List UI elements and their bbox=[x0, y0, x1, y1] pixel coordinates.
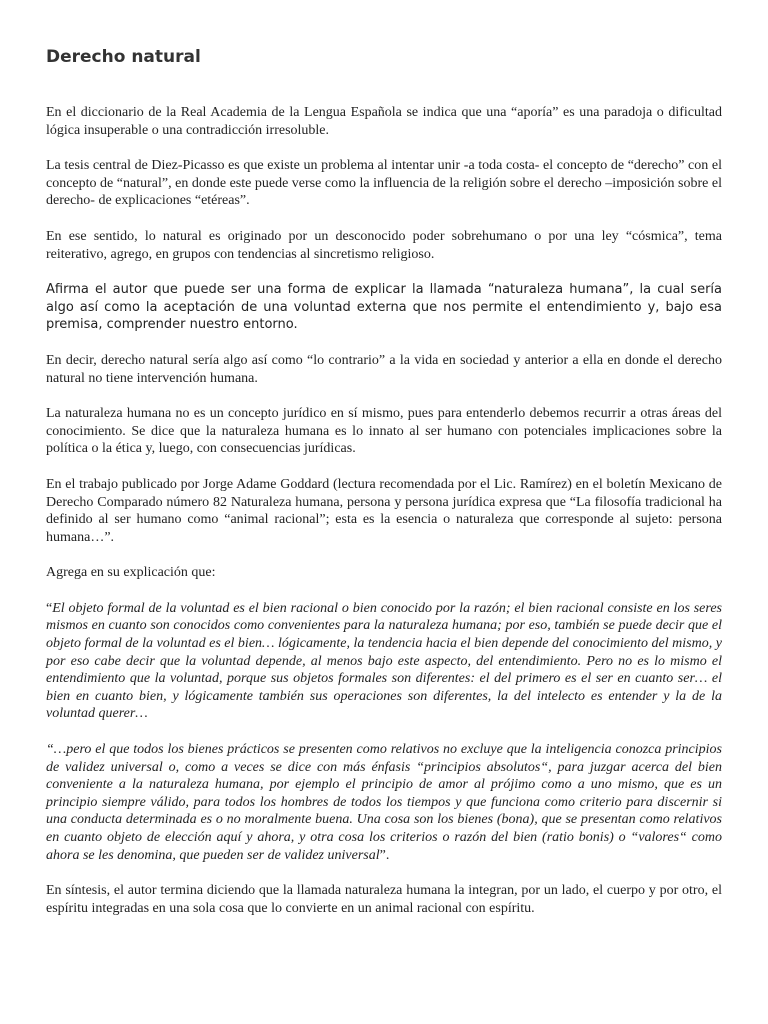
paragraph-natural-law-contrary: En decir, derecho natural sería algo así como “lo contrario” a la vida en sociedad y anterior a ella en donde el derecho natural no tiene intervención humana. bbox=[46, 352, 722, 386]
quote-practical-goods bbox=[46, 741, 722, 864]
document-body bbox=[46, 104, 722, 917]
paragraph-natural-origin: En ese sentido, lo natural es originado por un desconocido poder sobrehumano o por una ley “cósmica”, tema reiterativo, agrego, en grupos con tendencias al sincretismo religioso. bbox=[46, 228, 722, 262]
document-page bbox=[46, 44, 722, 935]
paragraph-human-nature-explanation: Afirma el autor que puede ser una forma de explicar la llamada “naturaleza humana”, la cual sería algo así como la aceptación de una voluntad externa que nos permite el entendimiento y, bajo esa premisa, comprender nuestro entorno. bbox=[46, 282, 722, 333]
paragraph-explanation-intro: Agrega en su explicación que: bbox=[46, 565, 216, 581]
document-title: Derecho natural bbox=[46, 47, 201, 67]
paragraph-synthesis: En síntesis, el autor termina diciendo que la llamada naturaleza humana la integran, por un lado, el cuerpo y por otro, el espíritu integradas en una sola cosa que lo convierte en un animal racional con espíritu. bbox=[46, 883, 722, 916]
paragraph-aporia: En el diccionario de la Real Academia de la Lengua Española se indica que una “aporía” es una paradoja o dificultad lógica insuperable o una contradicción irresoluble. bbox=[46, 105, 722, 138]
paragraph-adame-goddard: En el trabajo publicado por Jorge Adame Goddard (lectura recomendada por el Lic. Ramírez) en el boletín Mexicano de Derecho Comparado número 82 Naturaleza humana, persona y persona jurídica expresa que “La filosofía tradicional ha definido al ser humano como “animal racional”; esta es la esencia o naturaleza que corresponde al sujeto: persona humana…”. bbox=[46, 476, 722, 545]
quote-formal-object bbox=[46, 600, 722, 723]
paragraph-central-thesis: La tesis central de Diez-Picasso es que existe un problema al intentar unir -a toda costa- el concepto de “derecho” con el concepto de “natural”, en donde este puede verse como la influencia de la religión sobre el derecho –imposición sobre el derecho- de explicaciones “etéreas”. bbox=[46, 158, 722, 209]
paragraph-legal-concept: La naturaleza humana no es un concepto jurídico en sí mismo, pues para entenderlo debemos recurrir a otras áreas del conocimiento. Se dice que la naturaleza humana es lo innato al ser humano con potenciales implicaciones sobre la política o la ética y, luego, con consecuencias jurídicas. bbox=[46, 406, 722, 457]
quote-formal-object-text: El objeto formal de la voluntad es el bien racional o bien conocido por la razón; el bien racional consiste en los seres mismos en cuanto son conocidos como convenientes para la naturaleza humana; por eso, también se puede decir que el objeto formal de la voluntad es el bien… lógicamente, la tendencia hacia el bien depende del conocimiento del mismo, y por eso cabe decir que la voluntad depende, al menos bajo este aspecto, del entendimiento. Pero no es lo mismo el entendimiento que la voluntad, porque sus objetos formales son diferentes: el del primero es el ser en cuanto ser… el bien en cuanto bien, y lógicamente también sus operaciones son diferentes, la del intelecto es entender y la de la voluntad querer… bbox=[46, 600, 722, 722]
quote-open-mark: “ bbox=[46, 600, 53, 616]
quote-close-mark: ”. bbox=[379, 847, 390, 863]
quote-practical-goods-text: “…pero el que todos los bienes prácticos se presenten como relativos no excluye que la inteligencia conozca principios de validez universal o, como a veces se dice con más énfasis “principios absolutos“, para juzgar acerca del bien conveniente a la naturaleza humana, por ejemplo el principio de amor al prójimo como a uno mismo, que es un principio siempre válido, para todos los hombres de todos los tiempos y que funciona como criterio para discernir si una conducta determinada es o no moralmente buena. Una cosa son los bienes (bona), que se presentan como relativos en cuanto objeto de elección aquí y ahora, y otra cosa los criterios o razón del bien (ratio bonis) o “valores“ como ahora se les denomina, que pueden ser de validez universal bbox=[46, 742, 722, 863]
